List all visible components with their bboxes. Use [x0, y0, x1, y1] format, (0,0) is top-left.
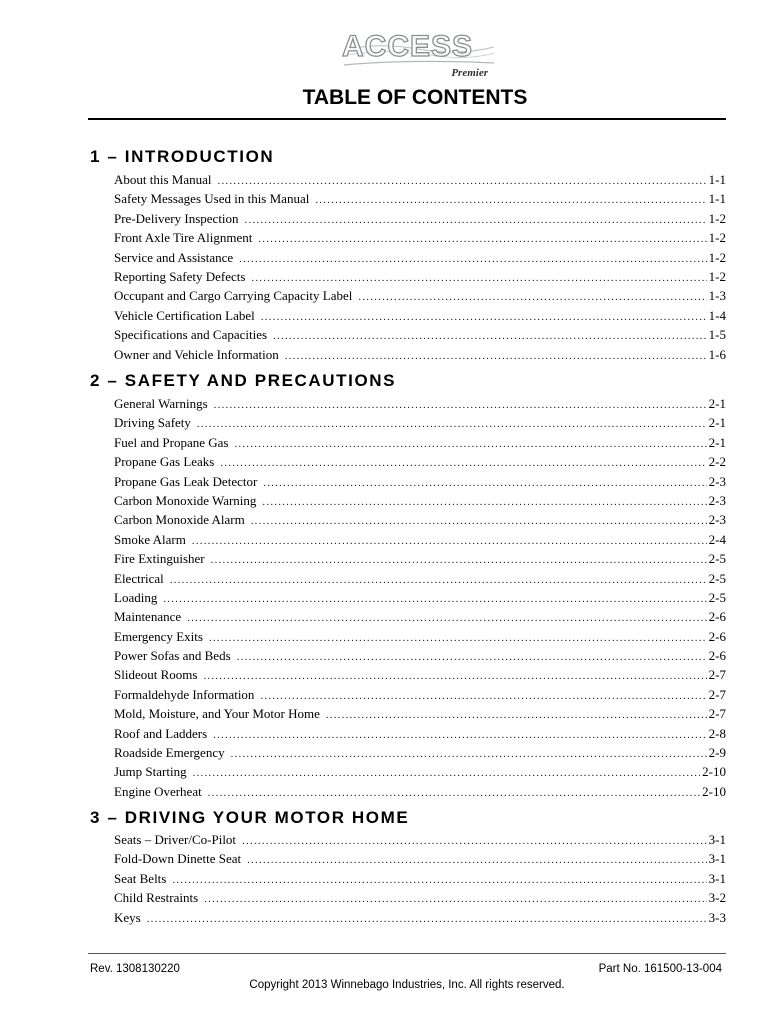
section-entries-safety-and-precautions [114, 394, 726, 801]
toc-entry-page: 2-7 [708, 706, 726, 722]
toc-entry [114, 170, 726, 189]
toc-entry-page: 1-4 [708, 307, 726, 323]
dot-leader [234, 435, 706, 454]
toc-entry [114, 724, 726, 743]
section-heading-driving-your-motor-home: 3 – DRIVING YOUR MOTOR HOME [90, 808, 410, 827]
toc-entry-page: 2-3 [708, 512, 726, 528]
toc-entry [114, 665, 726, 684]
dot-leader [261, 308, 707, 327]
toc-entry-title: Slideout Rooms [114, 667, 198, 683]
toc-entry-title: Front Axle Tire Alignment [114, 230, 253, 246]
page-title: TABLE OF CONTENTS [302, 86, 528, 109]
toc-entry-page: 2-7 [708, 667, 726, 683]
dot-leader [237, 648, 707, 667]
toc-entry-title: Fuel and Propane Gas [114, 434, 229, 450]
section-heading-safety-and-precautions: 2 – SAFETY AND PRECAUTIONS [90, 371, 397, 390]
toc-entry-page: 1-2 [708, 230, 726, 246]
dot-leader [163, 590, 706, 609]
toc-entry-title: Maintenance [114, 609, 182, 625]
toc-entry-page: 3-1 [708, 851, 726, 867]
dot-leader [247, 851, 707, 870]
toc-entry-page: 2-6 [708, 609, 726, 625]
access-premier-logo [338, 22, 498, 80]
toc-entry [114, 394, 726, 413]
toc-entry-title: Safety Messages Used in this Manual [114, 191, 310, 207]
revision-number: Rev. 1308130220 [90, 963, 180, 975]
toc-entry [114, 646, 726, 665]
toc-entry-page: 3-3 [708, 909, 726, 925]
toc-entry-title: Seats – Driver/Co-Pilot [114, 832, 237, 847]
toc-entry-page: 2-10 [702, 783, 726, 799]
dot-leader [326, 706, 707, 725]
toc-entry-page: 1-2 [708, 249, 726, 265]
toc-entry-title: Driving Safety [114, 415, 191, 431]
toc-entry-page: 2-4 [708, 531, 726, 547]
toc-entry-title: Formaldehyde Information [114, 686, 255, 702]
toc-entry-page: 2-6 [708, 648, 726, 664]
toc-entry [114, 888, 726, 907]
toc-entry-page: 2-3 [708, 492, 726, 508]
toc-entry [114, 472, 726, 491]
toc-entry-page: 2-10 [702, 764, 726, 780]
toc-entry-page: 2-8 [708, 725, 726, 741]
dot-leader [358, 288, 706, 307]
dot-leader [263, 474, 706, 493]
dot-leader [260, 687, 706, 706]
toc-entry-title: Specifications and Capacities [114, 327, 268, 343]
toc-entry [114, 209, 726, 228]
dot-leader [239, 250, 707, 269]
toc-entry-title: Propane Gas Leak Detector [114, 473, 258, 489]
dot-leader [213, 726, 707, 745]
toc-entry-page: 1-6 [708, 346, 726, 362]
toc-entry-page: 2-2 [708, 454, 726, 470]
dot-leader [214, 396, 707, 415]
toc-entry-page: 1-2 [708, 268, 726, 284]
toc-entry [114, 491, 726, 510]
toc-entry [114, 306, 726, 325]
toc-entry-title: Carbon Monoxide Alarm [114, 512, 245, 528]
section-heading-introduction: 1 – INTRODUCTION [90, 147, 275, 166]
toc-entry-page: 3-1 [708, 870, 726, 886]
toc-entry-title: Reporting Safety Defects [114, 268, 246, 284]
dot-leader [170, 571, 707, 590]
dot-leader [231, 745, 707, 764]
footer-rule [88, 953, 726, 954]
toc-entry-title: Jump Starting [114, 764, 187, 780]
dot-leader [251, 512, 707, 531]
dot-leader [209, 629, 707, 648]
toc-entry [114, 762, 726, 781]
dot-leader [147, 910, 707, 929]
toc-entry-title: Fold-Down Dinette Seat [114, 851, 242, 867]
dot-leader [208, 784, 700, 803]
toc-entry [114, 189, 726, 208]
toc-entry-page: 1-1 [708, 191, 726, 207]
dot-leader [220, 454, 706, 473]
toc-entry-title: Keys [114, 909, 141, 925]
toc-entry [114, 869, 726, 888]
toc-entry-page: 1-2 [708, 210, 726, 226]
toc-entry [114, 549, 726, 568]
toc-entry-page: 2-5 [708, 589, 726, 605]
toc-entry-title: Roadside Emergency [114, 745, 225, 761]
toc-entry-title: Occupant and Cargo Carrying Capacity Label [114, 288, 353, 304]
dot-leader [315, 191, 706, 210]
dot-leader [258, 230, 706, 249]
toc-entry [114, 607, 726, 626]
toc-entry [114, 530, 726, 549]
toc-entry-title: Electrical [114, 570, 164, 586]
toc-entry-page: 1-5 [708, 327, 726, 343]
toc-entry-title: Mold, Moisture, and Your Motor Home [114, 706, 320, 722]
toc-entry-title: Fire Extinguisher [114, 551, 205, 567]
toc-entry [114, 325, 726, 344]
toc-entry-title: Power Sofas and Beds [114, 648, 231, 664]
dot-leader [245, 211, 707, 230]
dot-leader [187, 609, 707, 628]
toc-entry-page: 3-1 [708, 832, 726, 847]
toc-entry-title: General Warnings [114, 396, 208, 411]
toc-entry-page: 2-9 [708, 745, 726, 761]
toc-entry-title: Owner and Vehicle Information [114, 346, 279, 362]
toc-entry [114, 743, 726, 762]
toc-entry-page: 2-6 [708, 628, 726, 644]
dot-leader [197, 415, 707, 434]
toc-entry [114, 908, 726, 927]
dot-leader [242, 832, 707, 851]
toc-entry-title: Emergency Exits [114, 628, 203, 644]
toc-entry [114, 452, 726, 471]
toc-entry-title: Loading [114, 589, 158, 605]
toc-entry [114, 510, 726, 529]
dot-leader [211, 551, 707, 570]
toc-entry-page: 2-3 [708, 473, 726, 489]
toc-entry-title: Propane Gas Leaks [114, 454, 215, 470]
dot-leader [262, 493, 706, 512]
toc-entry-page: 2-5 [708, 570, 726, 586]
toc-entry-title: Vehicle Certification Label [114, 307, 255, 323]
toc-entry-title: Seat Belts [114, 870, 167, 886]
toc-entry-title: Service and Assistance [114, 249, 234, 265]
dot-leader [193, 764, 701, 783]
toc-entry [114, 413, 726, 432]
toc-entry [114, 267, 726, 286]
toc-entry-title: About this Manual [114, 172, 212, 187]
toc-entry-page: 2-1 [708, 396, 726, 411]
part-number: Part No. 161500-13-004 [598, 963, 722, 975]
toc-entry-title: Smoke Alarm [114, 531, 186, 547]
logo-wordmark: ACCESS [342, 30, 474, 63]
toc-entry [114, 704, 726, 723]
toc-entry-page: 1-1 [708, 172, 726, 187]
toc-entry-page: 3-2 [708, 890, 726, 906]
dot-leader [273, 327, 707, 346]
toc-entry-title: Pre-Delivery Inspection [114, 210, 239, 226]
dot-leader [285, 347, 707, 366]
toc-entry [114, 782, 726, 801]
toc-entry-title: Roof and Ladders [114, 725, 208, 741]
toc-entry-page: 2-7 [708, 686, 726, 702]
toc-entry-title: Engine Overheat [114, 783, 202, 799]
toc-entry-page: 1-3 [708, 288, 726, 304]
toc-entry [114, 286, 726, 305]
toc-entry [114, 248, 726, 267]
toc-entry-title: Child Restraints [114, 890, 199, 906]
dot-leader [192, 532, 707, 551]
toc-entry [114, 849, 726, 868]
copyright-notice: Copyright 2013 Winnebago Industries, Inc. All rights reserved. [249, 979, 565, 991]
dot-leader [172, 871, 706, 890]
toc-entry-page: 2-5 [708, 551, 726, 567]
toc-entry [114, 433, 726, 452]
toc-entry-page: 2-1 [708, 434, 726, 450]
toc-entry [114, 627, 726, 646]
toc-entry [114, 588, 726, 607]
logo-subname: Premier [451, 67, 488, 79]
section-entries-driving-your-motor-home [114, 830, 726, 927]
dot-leader [204, 890, 707, 909]
toc-entry-page: 2-1 [708, 415, 726, 431]
section-entries-introduction [114, 170, 726, 364]
toc-entry [114, 345, 726, 364]
dot-leader [203, 667, 706, 686]
toc-entry [114, 228, 726, 247]
toc-entry [114, 685, 726, 704]
toc-entry [114, 830, 726, 849]
toc-entry [114, 569, 726, 588]
toc-entry-title: Carbon Monoxide Warning [114, 492, 257, 508]
title-rule [88, 118, 726, 120]
